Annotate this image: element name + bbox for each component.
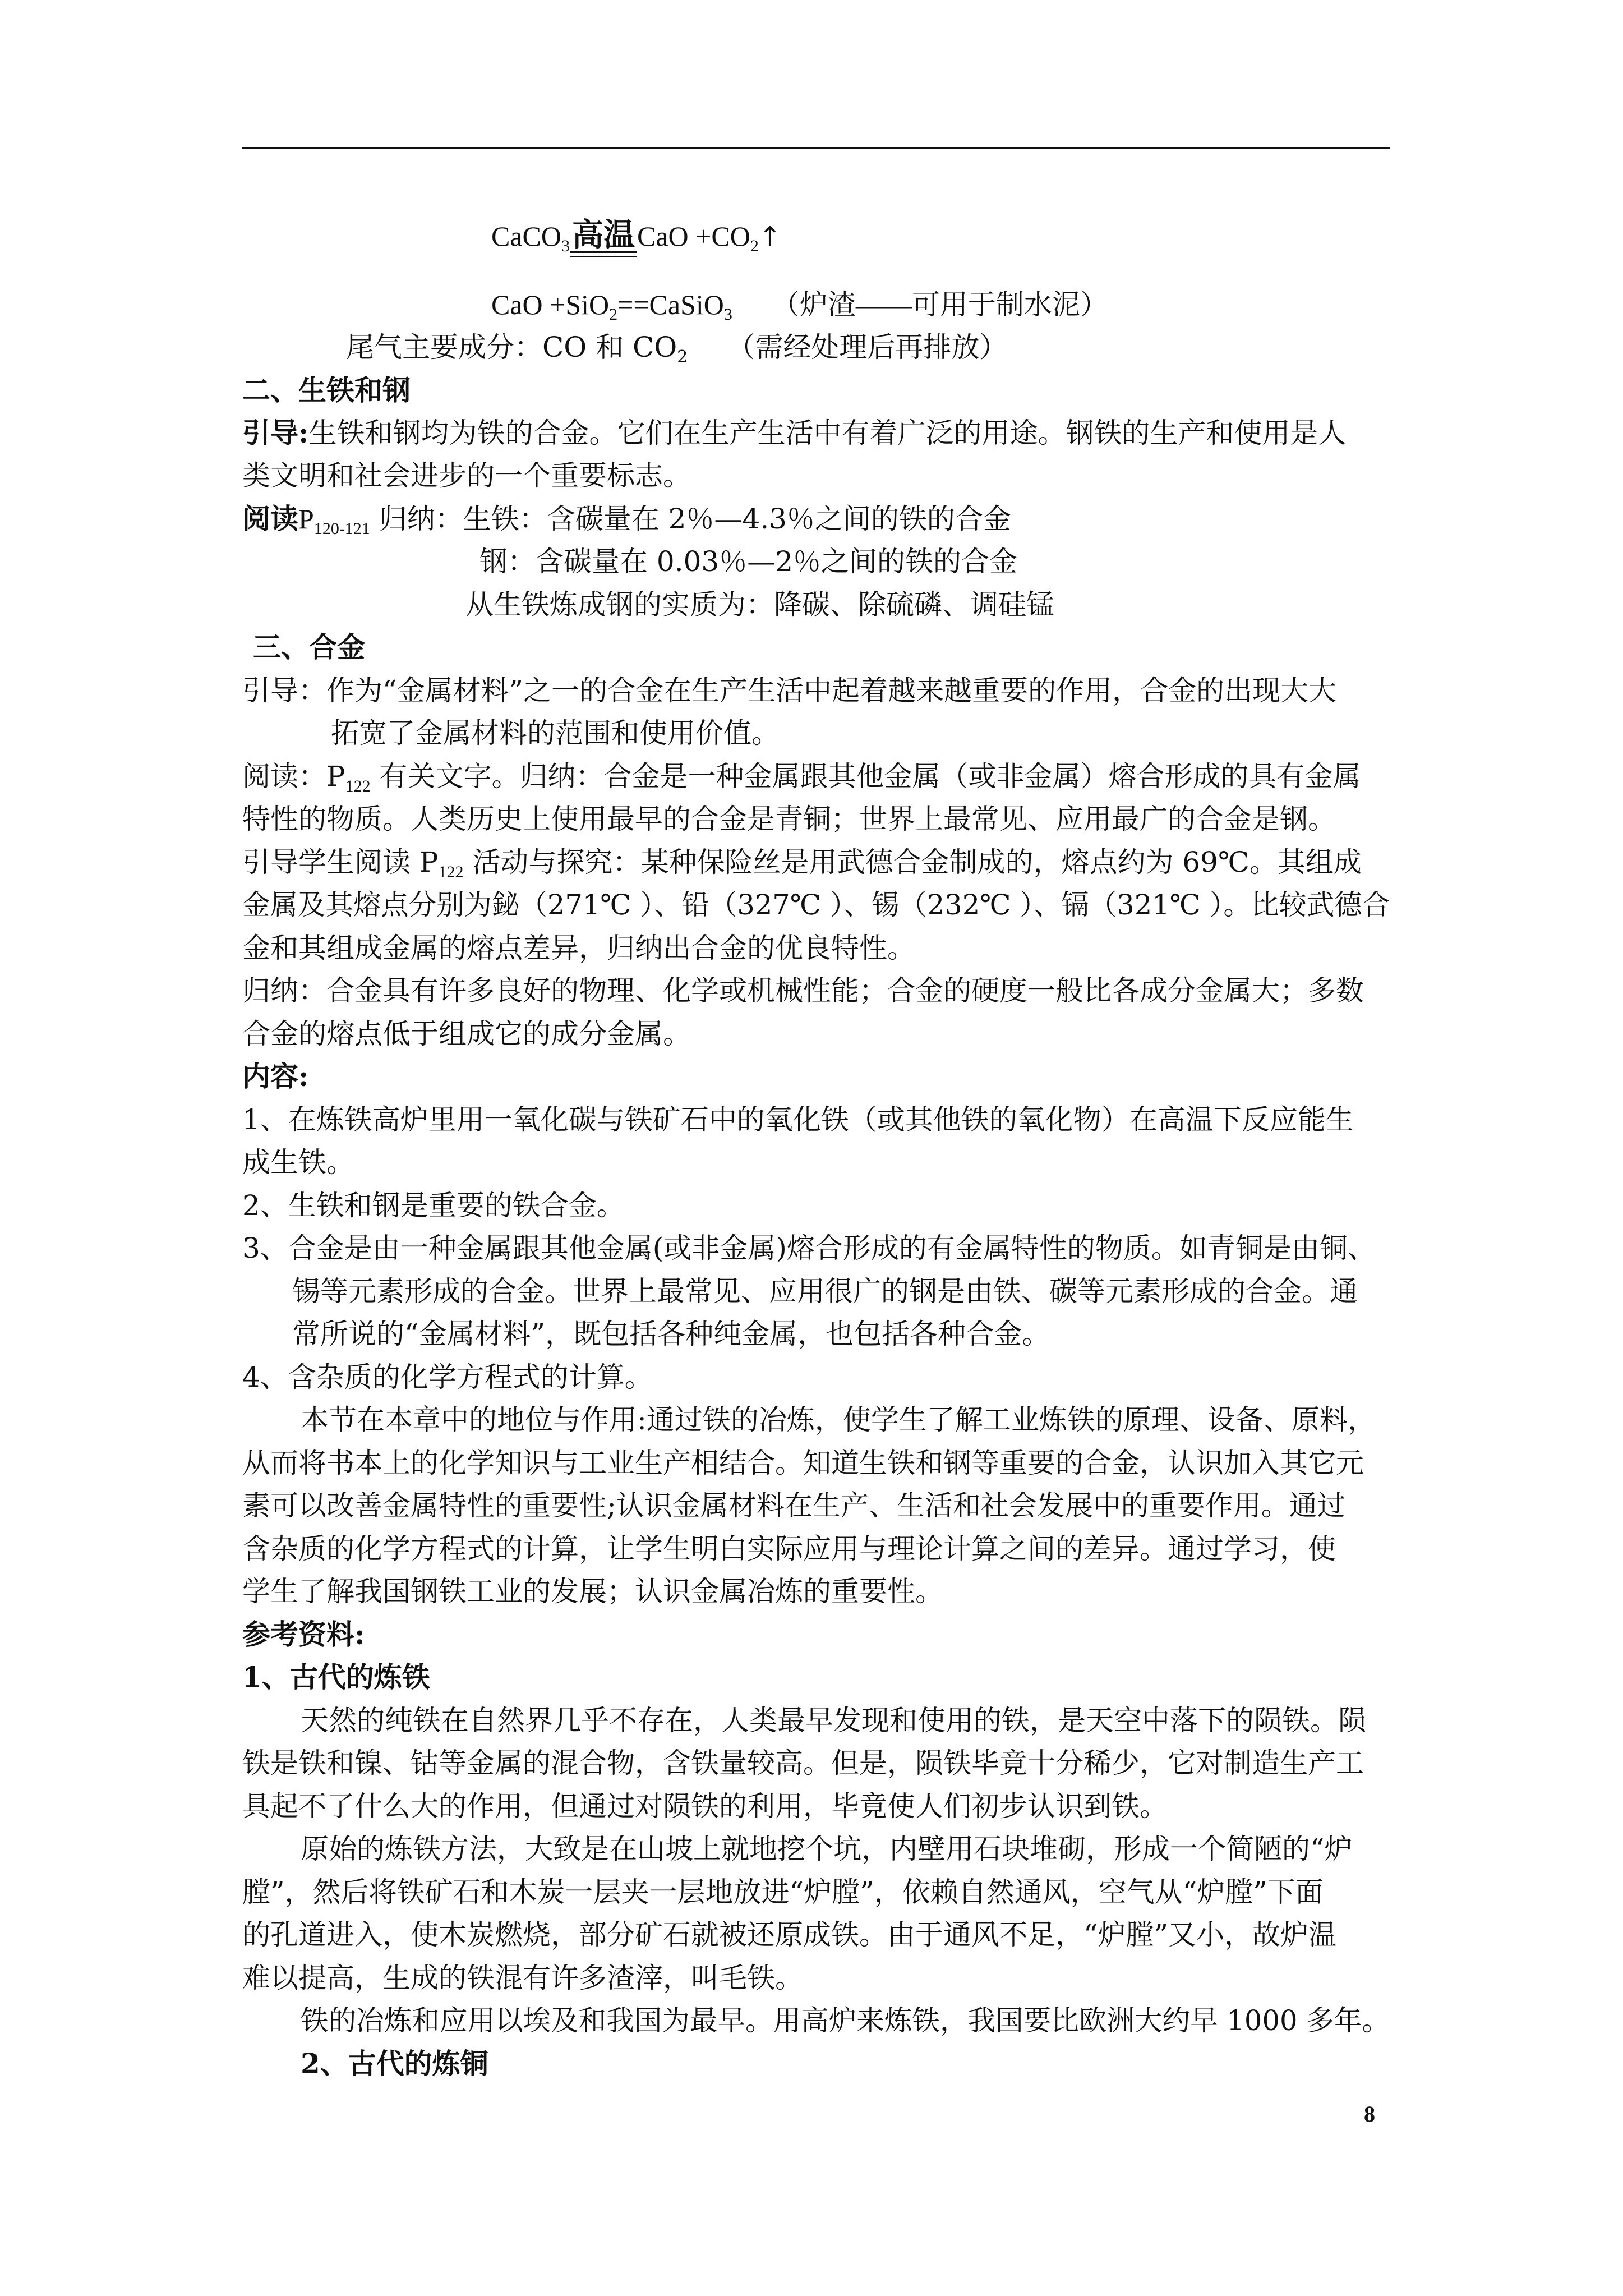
sec3-reading-line2: 特性的物质。人类历史上使用最早的合金是青铜；世界上最常见、应用最广的合金是钢。 — [242, 803, 1336, 835]
content-role-line5: 学生了解我国钢铁工业的发展；认识金属冶炼的重要性。 — [242, 1575, 943, 1608]
content-item1-line2: 成生铁。 — [242, 1146, 354, 1179]
refs-p2-line1: 原始的炼铁方法，大致是在山坡上就地挖个坑，内壁用石块堆砌，形成一个简陋的“炉 — [301, 1833, 1353, 1865]
content-role-line3: 素可以改善金属特性的重要性;认识金属材料在生产、生活和社会发展中的重要作用。通过 — [242, 1489, 1345, 1522]
references-heading-ancient-ironmaking: 1、古代的炼铁 — [242, 1660, 430, 1694]
content-item1-line1: 1、在炼铁高炉里用一氧化碳与铁矿石中的氧化铁（或其他铁的氧化物）在高温下反应能生 — [242, 1103, 1354, 1136]
sec2-intro-line1: 引导:生铁和钢均为铁的合金。它们在生产生活中有着广泛的用途。钢铁的生产和使用是人 — [242, 416, 1347, 449]
refs-p2-line2: 膛”，然后将铁矿石和木炭一层夹一层地放进“炉膛”，依赖自然通风，空气从“炉膛”下面 — [242, 1876, 1324, 1908]
sec2-intro-line2: 类文明和社会进步的一个重要标志。 — [242, 459, 691, 492]
refs-p2-line3: 的孔道进入，使木炭燃烧，部分矿石就被还原成铁。由于通风不足，“炉膛”又小，故炉温 — [242, 1918, 1337, 1951]
sec2-essence: 从生铁炼成钢的实质为：降碳、除硫磷、调硅锰 — [465, 588, 1054, 621]
page-number: 8 — [1364, 2101, 1375, 2127]
content-item3-line1: 3、合金是由一种金属跟其他金属(或非金属)熔合形成的有金属特性的物质。如青铜是由铜、 — [242, 1232, 1376, 1264]
sec3-activity-line2: 金属及其熔点分别为鉍（271℃ ）、铅（327℃ ）、锡（232℃ ）、镉（321℃ ）。比较武德合 — [242, 889, 1390, 921]
sec2-reading: 阅读$P_{120-121}$ 归纳：生铁：含碳量在 2％—4.3％之间的铁的合金 — [242, 502, 1011, 538]
content-item2: 2、生铁和钢是重要的铁合金。 — [242, 1189, 625, 1222]
equation-slag-formation: CaO +SiO$_2$==CaSiO$_3$ （炉渣——可用于制水泥） — [491, 289, 1108, 324]
refs-p2-line4: 难以提高，生成的铁混有许多渣滓，叫毛铁。 — [242, 1962, 803, 1994]
condition-high-temperature: 高温 — [570, 216, 637, 255]
sec3-activity-line1: 引导学生阅读 $P_{122}$ 活动与探究：某种保险丝是用武德合金制成的，熔点约为 69℃。其组成 — [242, 846, 1362, 881]
section-title-alloy: 三、合金 — [253, 631, 365, 664]
content-role-line1: 本节在本章中的地位与作用:通过铁的冶炼，使学生了解工业炼铁的原理、设备、原料， — [301, 1404, 1376, 1436]
refs-p1-line1: 天然的纯铁在自然界几乎不存在，人类最早发现和使用的铁，是天空中落下的陨铁。陨 — [301, 1704, 1366, 1737]
content-item3-line2: 锡等元素形成的合金。世界上最常见、应用很广的钢是由铁、碳等元素形成的合金。通 — [292, 1275, 1358, 1308]
content-item4: 4、含杂质的化学方程式的计算。 — [242, 1361, 653, 1393]
sec3-summary-line2: 合金的熔点低于组成它的成分金属。 — [242, 1018, 691, 1050]
references-heading-ancient-coppermaking: 2、古代的炼铜 — [301, 2047, 488, 2080]
content-role-line2: 从而将书本上的化学知识与工业生产相结合。知道生铁和钢等重要的合金，认识加入其它元 — [242, 1447, 1364, 1479]
refs-p3: 铁的冶炼和应用以埃及和我国为最早。用高炉来炼铁，我国要比欧洲大约早 1000 多年。 — [301, 2004, 1390, 2037]
sec3-reading-line1: 阅读：$P_{122}$ 有关文字。归纳：合金是一种金属跟其他金属（或非金属）熔合形成的具有金属 — [242, 760, 1361, 795]
section-title-pig-iron-steel: 二、生铁和钢 — [242, 374, 411, 407]
header-rule — [242, 147, 1390, 149]
gas-arrow-icon: ↑ — [758, 221, 782, 252]
content-item3-line3: 常所说的“金属材料”，既包括各种纯金属，也包括各种合金。 — [292, 1318, 1050, 1350]
refs-p1-line3: 具起不了什么大的作用，但通过对陨铁的利用，毕竟使人们初步认识到铁。 — [242, 1790, 1168, 1823]
sec3-intro-line1: 引导：作为“金属材料”之一的合金在生产生活中起着越来越重要的作用，合金的出现大大 — [242, 674, 1337, 707]
content-title: 内容: — [242, 1060, 309, 1093]
sec3-activity-line3: 金和其组成金属的熔点差异，归纳出合金的优良特性。 — [242, 932, 915, 964]
sec3-intro-line2: 拓宽了金属材料的范围和使用价值。 — [331, 717, 780, 749]
sec2-steel-definition: 钢：含碳量在 0.03％—2％之间的铁的合金 — [479, 545, 1018, 578]
refs-p1-line2: 铁是铁和镍、钴等金属的混合物，含铁量较高。但是，陨铁毕竟十分稀少，它对制造生产工 — [242, 1747, 1364, 1779]
references-title: 参考资料: — [242, 1618, 365, 1651]
equation-caco3-decomposition: CaCO$_3$高温CaO $+CO_2↑$ — [491, 216, 781, 256]
tail-gas-note: 尾气主要成分：CO 和 $CO_2$ （需经处理后再排放） — [346, 331, 1008, 367]
content-role-line4: 含杂质的化学方程式的计算，让学生明白实际应用与理论计算之间的差异。通过学习，使 — [242, 1533, 1336, 1565]
sec3-summary-line1: 归纳：合金具有许多良好的物理、化学或机械性能；合金的硬度一般比各成分金属大；多数 — [242, 974, 1364, 1007]
